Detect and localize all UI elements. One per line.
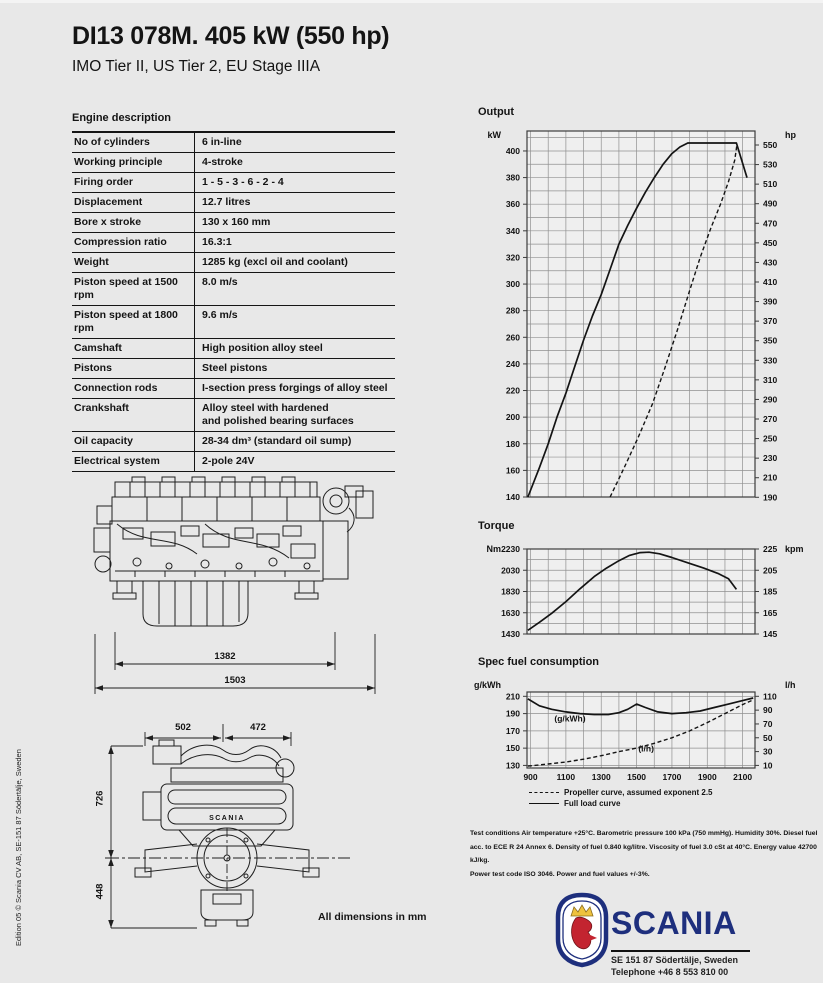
legend-item-label: Full load curve: [564, 799, 621, 808]
right-axis-tick-label: 90: [763, 705, 773, 716]
left-axis-tick-label: 320: [505, 252, 520, 263]
table-row: [72, 193, 395, 213]
table-row: [72, 153, 395, 173]
side-view-dim-1382: 1382: [214, 651, 236, 662]
test-conditions-line: Test conditions Air temperature +25°C. Barometric pressure 100 kPa (750 mmHg). Humidity 30%. Diesel fuel: [470, 830, 818, 837]
table-row-label: Firing order: [72, 173, 195, 192]
table-row: [72, 213, 395, 233]
torque-chart: [470, 536, 810, 644]
left-axis-tick-label: 380: [505, 172, 520, 183]
test-conditions-line: Power test code ISO 3046. Power and fuel values +/-3%.: [470, 870, 650, 878]
table-row-value: [195, 432, 395, 451]
table-row-value: [195, 173, 395, 192]
table-row-value-line: Steel pistons: [202, 362, 268, 374]
table-row-label: Bore x stroke: [72, 213, 195, 232]
right-axis-tick-label: 165: [763, 607, 778, 618]
left-axis-tick-label: 340: [505, 225, 520, 236]
scania-wordmark: SCANIA: [611, 905, 737, 941]
left-axis-tick-label: 140: [505, 492, 520, 502]
page-right-edge: [823, 0, 830, 983]
legend-item: [529, 787, 713, 798]
right-axis-tick-label: 110: [763, 691, 777, 702]
right-axis-unit-label: l/h: [785, 680, 796, 690]
test-conditions-text: [470, 827, 820, 881]
torque-chart-heading: Torque: [478, 520, 515, 532]
table-row-value: [195, 253, 395, 272]
right-axis-tick-label: 250: [763, 433, 778, 444]
table-row-label: Oil capacity: [72, 432, 195, 451]
left-axis-tick-label: 210: [505, 691, 520, 702]
curve-annotation: (l/h): [638, 743, 654, 754]
left-axis-tick-label: 2030: [501, 565, 520, 576]
table-row-value-line: 4-stroke: [202, 156, 243, 168]
front-view-dim-472: 472: [250, 722, 266, 733]
table-row-value-line: I-section press forgings of alloy steel: [202, 382, 388, 394]
output-chart: [470, 120, 810, 512]
x-axis-tick-label: 1100: [556, 772, 576, 782]
table-row: [72, 452, 395, 472]
dashed-line-sample: [529, 792, 559, 793]
engine-side-view-drawing: [85, 474, 385, 698]
x-axis-tick-label: 1300: [591, 772, 611, 782]
left-axis-tick-label: 180: [505, 438, 520, 449]
page-title: DI13 078M. 405 kW (550 hp): [72, 22, 390, 50]
table-row: [72, 432, 395, 452]
engine-description-heading: Engine description: [72, 112, 172, 124]
table-row: [72, 359, 395, 379]
engine-description-table: [72, 131, 395, 472]
table-row: [72, 253, 395, 273]
table-row: [72, 133, 395, 153]
right-axis-tick-label: 270: [763, 414, 778, 425]
footer-rule: [611, 950, 750, 952]
test-conditions-line: acc. to ECE R 24 Annex 6. Density of fuel 0.840 kg/litre. Viscosity of fuel 3.0 cSt at 40°C. Energy value 42700 kJ/kg.: [470, 843, 817, 864]
table-row-value-line: 9.6 m/s: [202, 309, 238, 321]
right-axis-tick-label: 50: [763, 732, 773, 743]
x-axis-tick-label: 1700: [662, 772, 682, 782]
right-axis-tick-label: 230: [763, 453, 778, 464]
table-row: [72, 306, 395, 339]
table-row-value-line: High position alloy steel: [202, 342, 323, 354]
left-axis-tick-label: 260: [505, 332, 520, 343]
right-axis-tick-label: 530: [763, 159, 778, 170]
left-axis-tick-label: 280: [505, 305, 520, 316]
front-view-dim-502: 502: [175, 722, 191, 733]
table-row-value-line: 6 in-line: [202, 136, 242, 148]
plot-background: [527, 131, 755, 497]
left-axis-tick-label: 200: [505, 412, 520, 423]
table-row-value: [195, 452, 395, 471]
table-row-label: Pistons: [72, 359, 195, 378]
table-row-value-line: 8.0 m/s: [202, 276, 238, 288]
curve-annotation: (g/kWh): [554, 713, 586, 724]
table-row-label: Piston speed at 1800 rpm: [72, 306, 195, 338]
left-axis-tick-label: 220: [505, 385, 520, 396]
x-axis-tick-label: 900: [523, 772, 538, 782]
right-axis-tick-label: 450: [763, 237, 778, 248]
table-row-value: [195, 359, 395, 378]
left-axis-tick-label: 1630: [501, 607, 520, 618]
right-axis-tick-label: 390: [763, 296, 778, 307]
right-axis-tick-label: 330: [763, 355, 778, 366]
table-row: [72, 339, 395, 359]
table-row-value-line: 12.7 litres: [202, 196, 251, 208]
right-axis-unit-label: hp: [785, 130, 796, 140]
footer-address-line: SE 151 87 Södertälje, Sweden: [611, 955, 739, 965]
table-row-label: Working principle: [72, 153, 195, 172]
right-axis-tick-label: 350: [763, 335, 778, 346]
right-axis-tick-label: 310: [763, 374, 778, 385]
table-row-value: [195, 213, 395, 232]
right-axis-tick-label: 370: [763, 316, 778, 327]
left-axis-unit-label: g/kWh: [474, 680, 501, 690]
right-axis-tick-label: 30: [763, 746, 773, 757]
table-row-value: [195, 399, 395, 431]
table-row-value-line: 2-pole 24V: [202, 455, 255, 467]
front-view-dim-726: 726: [94, 790, 106, 807]
left-axis-tick-label: 300: [505, 279, 520, 290]
left-axis-tick-label: 160: [505, 465, 520, 476]
left-axis-tick-label: 1830: [501, 586, 520, 597]
fuel-consumption-chart: [470, 678, 810, 790]
table-row-label: Weight: [72, 253, 195, 272]
table-row-value-line: 1 - 5 - 3 - 6 - 2 - 4: [202, 176, 284, 188]
table-row: [72, 273, 395, 306]
right-axis-tick-label: 225: [763, 544, 778, 554]
right-axis-tick-label: 410: [763, 276, 778, 287]
page-subtitle: IMO Tier II, US Tier 2, EU Stage IIIA: [72, 58, 321, 75]
right-axis-tick-label: 550: [763, 139, 778, 150]
table-row-label: No of cylinders: [72, 133, 195, 152]
table-row-value: [195, 233, 395, 252]
scania-griffin-logo: [552, 892, 612, 968]
left-axis-tick-label: 130: [505, 760, 520, 771]
right-axis-tick-label: 510: [763, 179, 778, 190]
table-row-value: [195, 306, 395, 338]
left-axis-unit-label: kW: [487, 130, 501, 140]
table-row-label: Displacement: [72, 193, 195, 212]
footer-address: [611, 955, 738, 978]
left-axis-tick-label: 190: [505, 708, 520, 719]
left-axis-tick-label: 1430: [501, 629, 520, 639]
dimensions-note: All dimensions in mm: [318, 911, 427, 923]
table-row-value-line: 28-34 dm³ (standard oil sump): [202, 435, 352, 447]
right-axis-tick-label: 290: [763, 394, 778, 405]
front-view-dimension-lines: [105, 724, 353, 928]
right-axis-tick-label: 70: [763, 718, 773, 729]
legend-item: [529, 798, 713, 809]
table-row-label: Electrical system: [72, 452, 195, 471]
table-row-value: [195, 273, 395, 305]
side-view-dim-1503: 1503: [224, 675, 246, 686]
edition-sidebar-text: Edition 05 © Scania CV AB, SE-151 87 Södertälje, Sweden: [14, 749, 23, 946]
left-axis-tick-label: 170: [505, 725, 520, 736]
table-row-label: Connection rods: [72, 379, 195, 398]
table-row-label: Compression ratio: [72, 233, 195, 252]
right-axis-tick-label: 190: [763, 492, 778, 503]
left-axis-tick-label: 240: [505, 358, 520, 369]
left-axis-unit-label: Nm: [486, 544, 501, 554]
right-axis-tick-label: 430: [763, 257, 778, 268]
right-axis-tick-label: 210: [763, 472, 778, 483]
x-axis-tick-label: 1500: [627, 772, 647, 782]
page-top-edge: [0, 0, 830, 3]
footer-phone-line: Telephone +46 8 553 810 00: [611, 966, 729, 977]
right-axis-tick-label: 205: [763, 565, 778, 576]
table-row-value: [195, 133, 395, 152]
table-row-label: Crankshaft: [72, 399, 195, 431]
right-axis-tick-label: 490: [763, 198, 778, 209]
right-axis-tick-label: 145: [763, 629, 778, 639]
table-row-value: [195, 379, 395, 398]
left-axis-tick-label: 400: [505, 145, 520, 156]
table-row-value-line: and polished bearing surfaces: [202, 415, 354, 427]
output-chart-heading: Output: [478, 106, 515, 118]
left-axis-tick-label: 2230: [501, 544, 520, 554]
table-row-value: [195, 153, 395, 172]
solid-line-sample: [529, 803, 559, 804]
x-axis-tick-label: 1900: [697, 772, 717, 782]
table-row-label: Camshaft: [72, 339, 195, 358]
table-row-value-line: 16.3:1: [202, 236, 232, 248]
left-axis-tick-label: 150: [505, 743, 520, 754]
left-axis-tick-label: 360: [505, 199, 520, 210]
table-row-value: [195, 339, 395, 358]
right-axis-unit-label: kpm: [785, 544, 804, 554]
x-axis-tick-label: 2100: [733, 772, 753, 782]
table-row: [72, 233, 395, 253]
fuel-chart-heading: Spec fuel consumption: [478, 656, 600, 668]
table-row-value-line: 130 x 160 mm: [202, 216, 271, 228]
intercooler-brand-text: SCANIA: [209, 815, 245, 822]
right-axis-tick-label: 470: [763, 218, 778, 229]
front-view-dim-448: 448: [94, 883, 106, 900]
table-row: [72, 379, 395, 399]
table-row-value-line: 1285 kg (excl oil and coolant): [202, 256, 348, 268]
table-row-value: [195, 193, 395, 212]
table-row-label: Piston speed at 1500 rpm: [72, 273, 195, 305]
table-row: [72, 173, 395, 193]
right-axis-tick-label: 185: [763, 586, 778, 597]
plot-background: [527, 692, 755, 768]
table-row: [72, 399, 395, 432]
table-row-value-line: Alloy steel with hardened: [202, 402, 329, 414]
legend-item-label: Propeller curve, assumed exponent 2.5: [564, 788, 713, 797]
chart-legend: [529, 787, 713, 809]
right-axis-tick-label: 10: [763, 760, 773, 771]
